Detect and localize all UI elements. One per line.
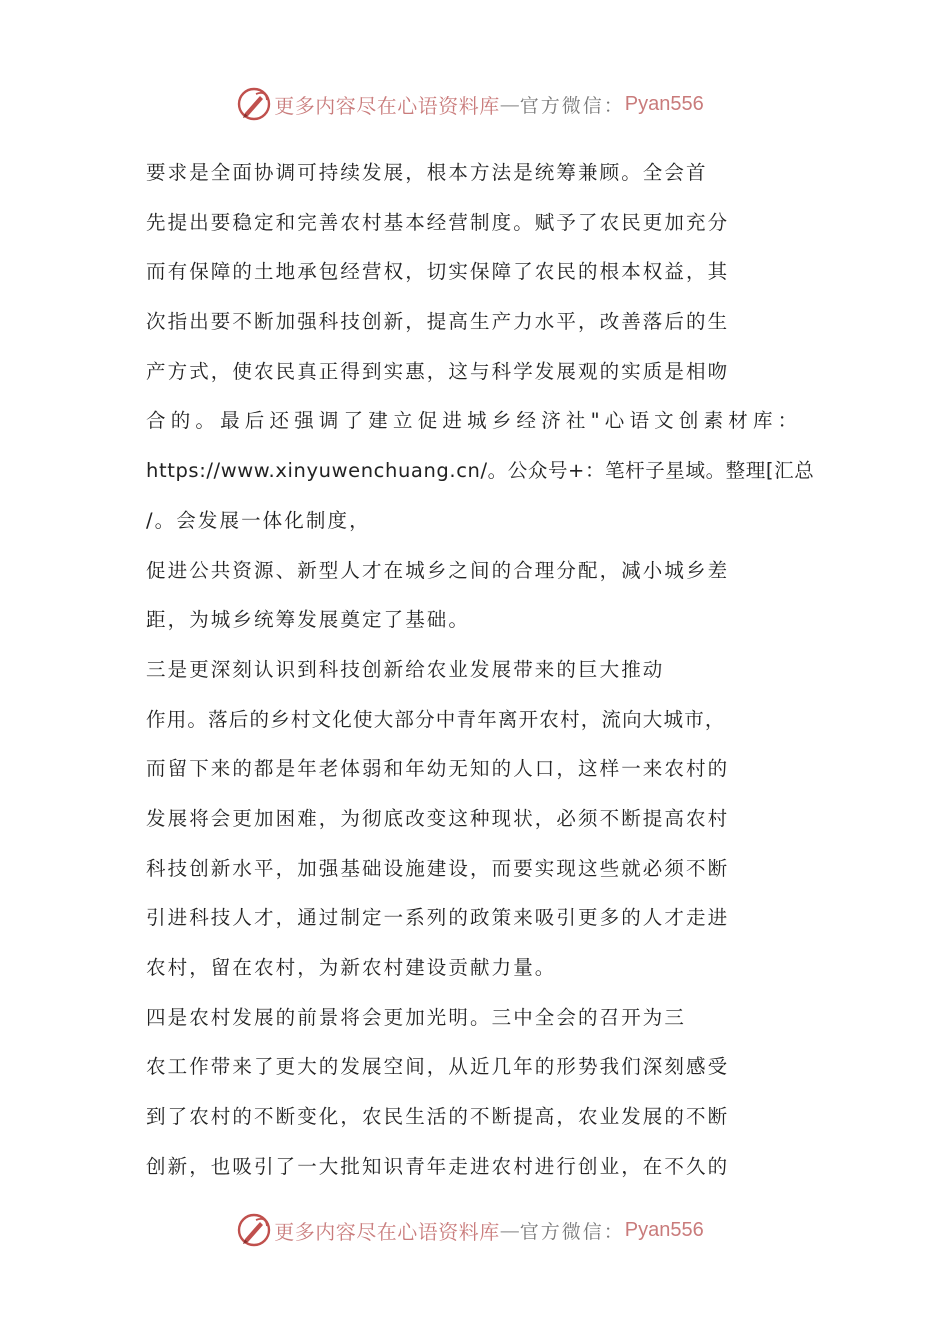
pen-logo-icon: [236, 86, 272, 122]
body-line: 促进公共资源、新型人才在城乡之间的合理分配，减小城乡差: [146, 558, 730, 582]
body-line: 作用。落后的乡村文化使大部分中青年离开农村，流向大城市，: [146, 707, 726, 731]
header-banner: [0, 84, 950, 124]
header-separator: —: [499, 92, 520, 116]
body-line: 而留下来的都是年老体弱和年幼无知的人口，这样一来农村的: [146, 757, 730, 781]
document-body: [146, 148, 826, 1191]
body-line: 到了农村的不断变化，农民生活的不断提高，农业发展的不断: [146, 1105, 730, 1129]
footer-separator: —: [499, 1218, 520, 1242]
body-line: 科技创新水平，加强基础设施建设，而要实现这些就必须不断: [146, 856, 730, 880]
body-line: 先提出要稳定和完善农村基本经营制度。赋予了农民更加充分: [146, 210, 730, 234]
body-line: 引进科技人才，通过制定一系列的政策来吸引更多的人才走进: [146, 906, 730, 930]
body-line: 距，为城乡统筹发展奠定了基础。: [146, 608, 471, 632]
body-line: 次指出要不断加强科技创新，提高生产力水平，改善落后的生: [146, 310, 730, 334]
body-line: 三是更深刻认识到科技创新给农业发展带来的巨大推动: [146, 657, 665, 681]
body-line: 农村，留在农村，为新农村建设贡献力量。: [146, 956, 557, 979]
body-line: 合的。最后还强调了建立促进城乡经济社"心语文创素材库：: [146, 409, 803, 433]
body-line-url: https://www.xinyuwenchuang.cn/。公众号+：笔杆子星域。整理[汇总: [146, 459, 815, 483]
pen-logo-icon: [236, 1212, 272, 1248]
body-line: 要求是全面协调可持续发展，根本方法是统筹兼顾。全会首: [146, 161, 708, 184]
body-line: 四是农村发展的前景将会更加光明。三中全会的召开为三: [146, 1005, 687, 1029]
header-site-text: 更多内容尽在心语资料库: [274, 93, 500, 118]
header-wechat-label: 官方微信：: [519, 94, 625, 117]
header-wechat-id: Pyan556: [624, 92, 704, 115]
footer-site-text: 更多内容尽在心语资料库: [274, 1219, 500, 1244]
body-line: /。会发展一体化制度，: [146, 508, 371, 532]
body-line: 发展将会更加困难，为彻底改变这种现状，必须不断提高农村: [146, 806, 730, 830]
body-line: 创新，也吸引了一大批知识青年走进农村进行创业，在不久的: [146, 1154, 730, 1178]
footer-banner: [0, 1210, 950, 1250]
footer-wechat-label: 官方微信：: [519, 1220, 625, 1243]
body-line: 而有保障的土地承包经营权，切实保障了农民的根本权益，其: [146, 260, 730, 284]
footer-wechat-id: Pyan556: [624, 1218, 704, 1241]
body-line: 农工作带来了更大的发展空间，从近几年的形势我们深刻感受: [146, 1055, 730, 1079]
body-line: 产方式，使农民真正得到实惠，这与科学发展观的实质是相吻: [146, 359, 730, 383]
footer-banner-content: [236, 1212, 703, 1248]
header-banner-content: [236, 86, 703, 122]
